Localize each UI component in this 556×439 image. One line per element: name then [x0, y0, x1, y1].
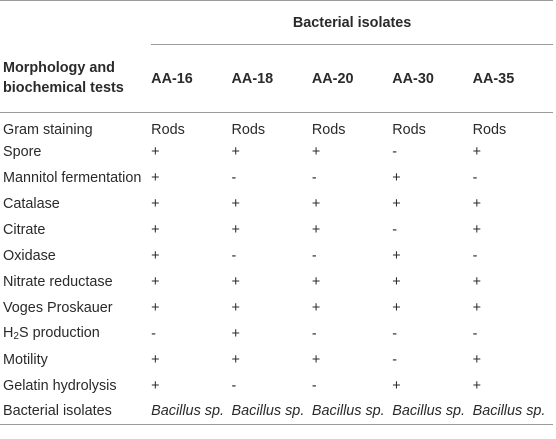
- table-row: [0, 269, 553, 295]
- table-cell: -: [392, 351, 398, 368]
- table-cell: +: [151, 299, 160, 316]
- table-cell: +: [392, 299, 401, 316]
- row-label-suffix: S production: [18, 325, 100, 341]
- stub-header-spacer: [0, 1, 151, 45]
- table-row: [0, 165, 553, 191]
- table-row: [0, 347, 553, 373]
- table-cell: +: [151, 377, 160, 394]
- table-cell: +: [231, 221, 240, 238]
- table-cell: -: [392, 143, 398, 160]
- table-cell: -: [472, 247, 478, 264]
- table-cell: -: [311, 247, 317, 264]
- table-cell: +: [231, 273, 240, 290]
- table-cell: Rods: [472, 121, 507, 138]
- table-cell: -: [231, 377, 237, 394]
- table-cell: +: [231, 325, 240, 342]
- table-cell: +: [392, 169, 401, 186]
- row-label: Oxidase: [3, 247, 56, 264]
- row-label: Motility: [3, 351, 48, 368]
- table-cell: -: [311, 325, 317, 342]
- table-cell: Rods: [231, 121, 266, 138]
- table-cell: +: [311, 221, 321, 238]
- table-cell: +: [472, 299, 482, 316]
- table-cell: -: [311, 169, 317, 186]
- table-cell: Bacillus sp.: [472, 403, 546, 420]
- table-cell: +: [392, 247, 401, 264]
- table-cell: -: [472, 325, 478, 342]
- table-cell: +: [311, 273, 321, 290]
- table-cell: Rods: [392, 121, 426, 138]
- table-cell: +: [311, 351, 321, 368]
- row-label: Catalase: [3, 195, 60, 212]
- table-cell: +: [231, 351, 240, 368]
- table-cell: +: [231, 143, 240, 160]
- table-row: [0, 191, 553, 217]
- table-cell: Bacillus sp.: [231, 403, 305, 420]
- table-cell: +: [311, 195, 321, 212]
- column-header-2: AA-18: [231, 70, 274, 87]
- table-cell: -: [231, 247, 237, 264]
- table-cell: +: [472, 195, 482, 212]
- table-cell: +: [311, 143, 321, 160]
- row-label: Nitrate reductase: [3, 273, 113, 290]
- table-row: [0, 321, 553, 347]
- table-cell: -: [392, 325, 398, 342]
- table-cell: +: [231, 195, 240, 212]
- stub-header: [0, 45, 151, 113]
- table-cell: +: [472, 273, 482, 290]
- table-cell: Bacillus sp.: [392, 403, 466, 420]
- row-label: Spore: [3, 143, 42, 160]
- table-cell: +: [151, 221, 160, 238]
- column-header-4: AA-30: [392, 70, 434, 87]
- table-cell: +: [151, 247, 160, 264]
- table-cell: +: [472, 377, 482, 394]
- table-cell: +: [392, 195, 401, 212]
- table-cell: +: [472, 143, 482, 160]
- table-cell: Bacillus sp.: [311, 403, 385, 420]
- table-row: [0, 373, 553, 399]
- table-row: [0, 295, 553, 321]
- table-row: [0, 217, 553, 243]
- row-label-h2s: [0, 321, 151, 347]
- table-cell: +: [151, 195, 160, 212]
- table-cell: +: [392, 377, 401, 394]
- column-header-5: AA-35: [472, 70, 515, 87]
- row-label: Voges Proskauer: [3, 299, 113, 316]
- row-label-prefix: H: [3, 325, 14, 341]
- table-cell: +: [151, 169, 160, 186]
- stub-header-line2: biochemical tests: [3, 80, 124, 97]
- table-cell: +: [151, 273, 160, 290]
- group-header: Bacterial isolates: [151, 1, 553, 45]
- table-cell: Rods: [151, 121, 185, 138]
- column-header-3: AA-20: [311, 70, 354, 87]
- row-label: Gelatin hydrolysis: [3, 377, 117, 394]
- row-label: Citrate: [3, 221, 46, 238]
- table-row: [0, 139, 553, 165]
- table-cell: +: [392, 273, 401, 290]
- column-header-1: AA-16: [151, 70, 193, 87]
- table-cell: +: [311, 299, 321, 316]
- table-cell: +: [151, 143, 160, 160]
- stub-header-line1: Morphology and: [3, 60, 115, 77]
- table-cell: -: [311, 377, 317, 394]
- table-cell: +: [472, 221, 482, 238]
- table-cell: +: [151, 351, 160, 368]
- row-label: Gram staining: [3, 121, 93, 138]
- table-cell: -: [151, 325, 156, 342]
- table-row: [0, 243, 553, 269]
- row-label: Bacterial isolates: [3, 403, 112, 420]
- table-cell: -: [472, 169, 478, 186]
- table-row: [0, 113, 553, 139]
- table-cell: -: [231, 169, 237, 186]
- table-cell: -: [392, 221, 398, 238]
- table-cell: +: [231, 299, 240, 316]
- row-label: Mannitol fermentation: [3, 169, 142, 186]
- table-cell: Rods: [311, 121, 346, 138]
- table-row-bacterial-isolates: [0, 399, 553, 425]
- row-label-subscript: 2: [13, 331, 19, 342]
- table-cell: Bacillus sp.: [151, 403, 224, 420]
- table-cell: +: [472, 351, 482, 368]
